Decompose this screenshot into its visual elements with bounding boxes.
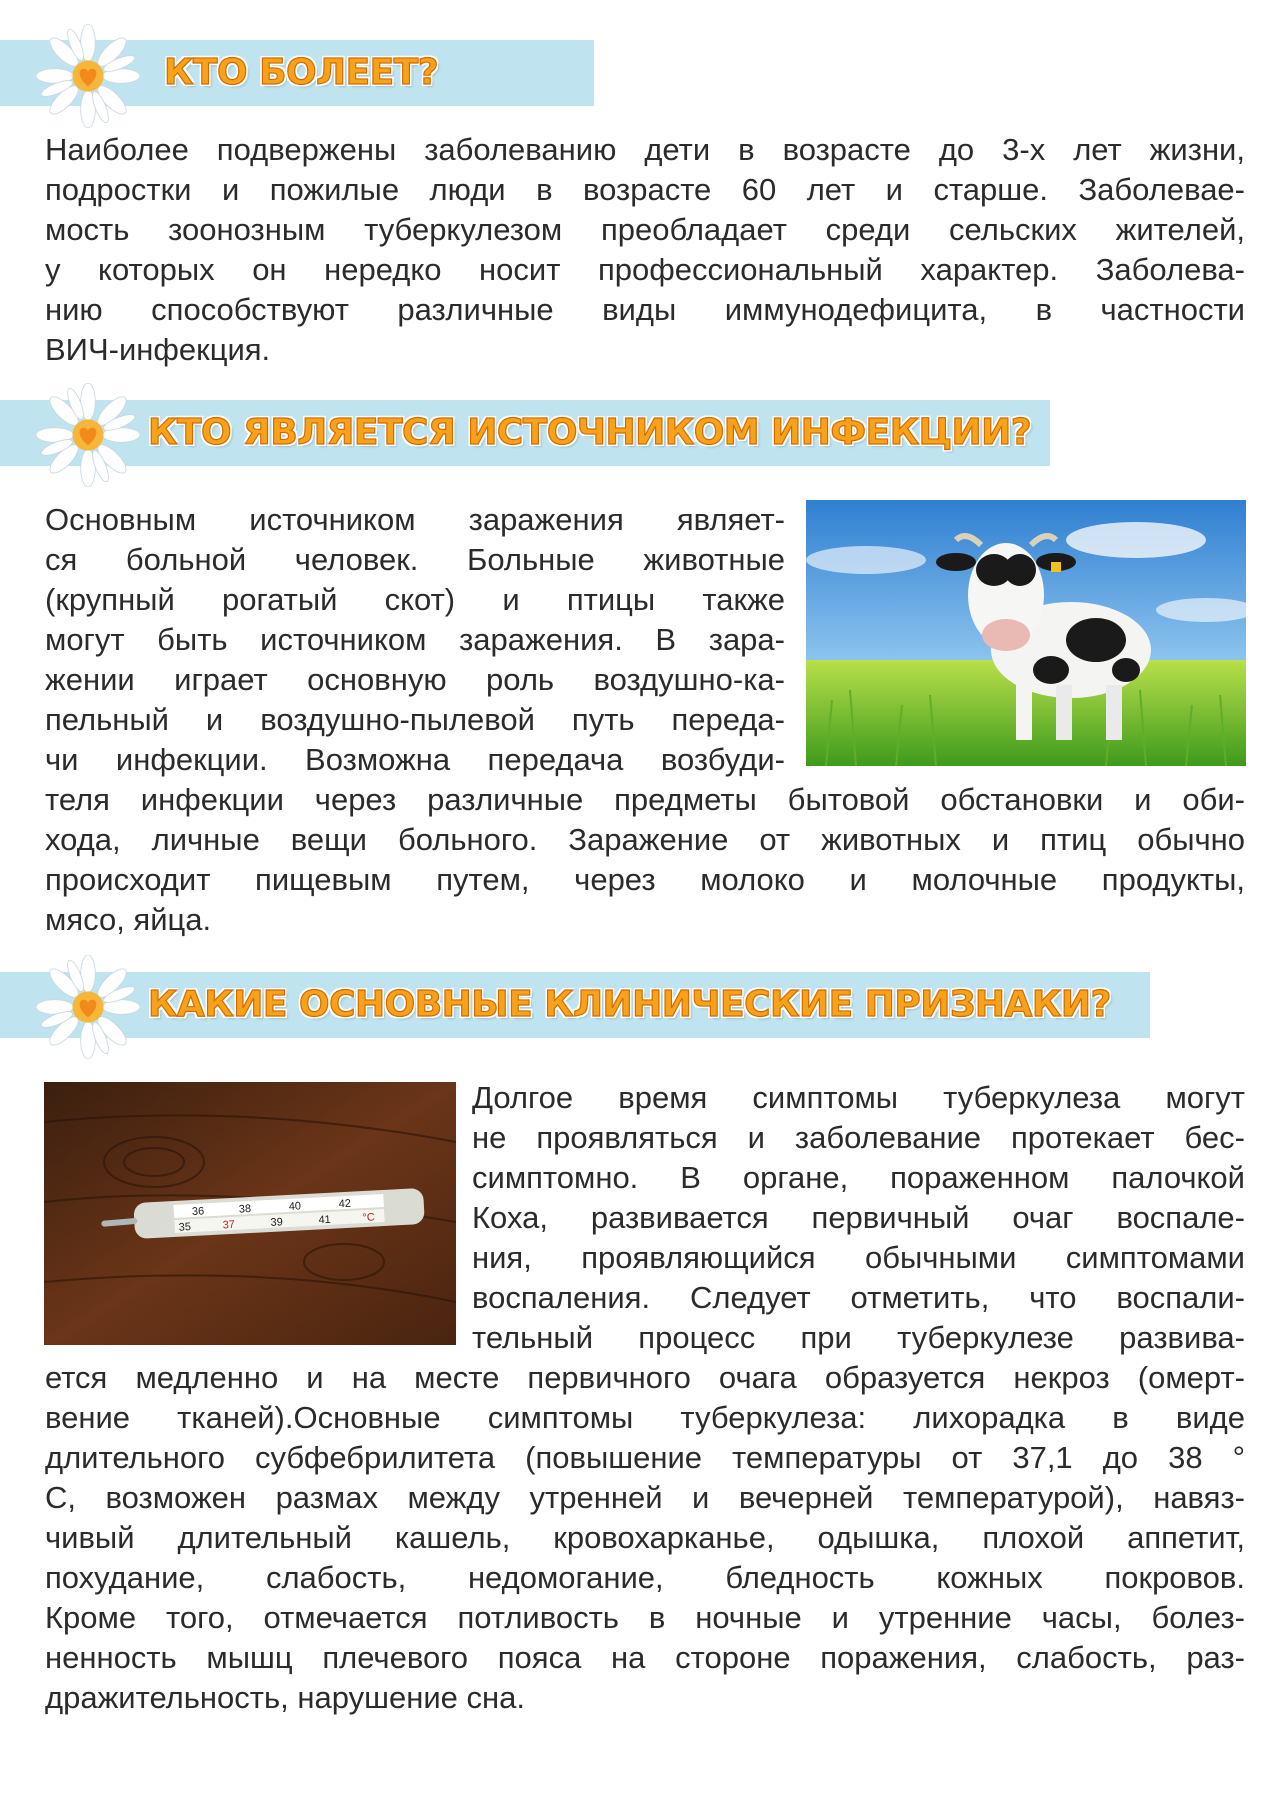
- text-line: жении играет основную роль воздушно-ка-: [45, 662, 785, 697]
- thermo-top-label: 40: [288, 1200, 302, 1213]
- text-line: мясо, яйца.: [45, 902, 212, 937]
- text-line: (крупный рогатый скот) и птицы также: [45, 582, 785, 617]
- cow-in-field-photo: [806, 500, 1246, 766]
- thermo-bottom-label: 39: [270, 1216, 284, 1229]
- section-heading-infection-source: КТО ЯВЛЯЕТСЯ ИСТОЧНИКОМ ИНФЕКЦИИ?: [148, 412, 1032, 453]
- text-line: чи инфекции. Возможна передача возбуди-: [45, 742, 785, 777]
- thermo-bottom-label: 35: [178, 1221, 192, 1234]
- text-line: С, возможен размах между утренней и вечерней температурой), навяз-: [45, 1480, 1245, 1515]
- text-line: чивый длительный кашель, кровохарканье, одышка, плохой аппетит,: [45, 1520, 1245, 1555]
- text-line: симптомно. В органе, пораженном палочкой: [472, 1160, 1245, 1195]
- section-heading-who-gets-sick: КТО БОЛЕЕТ?: [164, 52, 439, 93]
- text-line: тельный процесс при туберкулезе развива-: [472, 1320, 1245, 1355]
- text-line: воспаления. Следует отметить, что воспали-: [472, 1280, 1245, 1315]
- section-text-who-gets-sick: [45, 130, 1245, 370]
- thermo-top-label: 38: [238, 1202, 252, 1216]
- thermo-top-label: 36: [191, 1205, 205, 1219]
- text-line: ется медленно и на месте первичного очага образуется некроз (омерт-: [45, 1360, 1245, 1395]
- section-text-infection-source-full: [45, 780, 1245, 940]
- text-line: похудание, слабость, недомогание, бледность кожных покровов.: [45, 1560, 1245, 1595]
- text-line: у которых он нередко носит профессиональный характер. Заболева-: [45, 252, 1245, 287]
- text-line: нию способствуют различные виды иммунодефицита, в частности: [45, 292, 1245, 327]
- text-line: Основным источником заражения являет-: [45, 502, 785, 537]
- text-line: ния, проявляющийся обычными симптомами: [472, 1240, 1245, 1275]
- text-line: пельный и воздушно-пылевой путь переда-: [45, 702, 785, 737]
- text-line: Кроме того, отмечается потливость в ночные и утренние часы, болез-: [45, 1600, 1245, 1635]
- daisy-heart-icon: [36, 955, 140, 1059]
- thermometer-photo: [44, 1082, 456, 1345]
- thermo-top-label: 42: [338, 1197, 352, 1211]
- text-line: вение тканей).Основные симптомы туберкулеза: лихорадка в виде: [45, 1400, 1245, 1435]
- text-line: могут быть источником заражения. В зара-: [45, 622, 785, 657]
- text-line: ненность мышц плечевого пояса на стороне поражения, слабость, раз-: [45, 1640, 1245, 1675]
- text-line: ся больной человек. Больные животные: [45, 542, 785, 577]
- text-line: подростки и пожилые люди в возрасте 60 лет и старше. Заболевае-: [45, 172, 1245, 207]
- thermo-bottom-label: 37: [222, 1218, 236, 1232]
- section-text-clinical-signs-full: [45, 1358, 1245, 1718]
- text-line: мость зоонозным туберкулезом преобладает среди сельских жителей,: [45, 212, 1245, 247]
- text-line: дражительность, нарушение сна.: [45, 1680, 525, 1715]
- text-line: ВИЧ-инфекция.: [45, 332, 271, 367]
- text-line: теля инфекции через различные предметы бытовой обстановки и оби-: [45, 782, 1245, 817]
- thermo-bottom-label: 41: [318, 1213, 332, 1227]
- daisy-heart-icon: [36, 24, 140, 128]
- text-line: Наиболее подвержены заболеванию дети в возрасте до 3-х лет жизни,: [45, 132, 1245, 167]
- section-text-clinical-signs-beside: [472, 1078, 1245, 1358]
- text-line: происходит пищевым путем, через молоко и молочные продукты,: [45, 862, 1245, 897]
- text-line: хода, личные вещи больного. Заражение от животных и птиц обычно: [45, 822, 1245, 857]
- text-line: Коха, развивается первичный очаг воспале-: [472, 1200, 1245, 1235]
- thermo-bottom-label: °C: [362, 1211, 376, 1225]
- daisy-heart-icon: [36, 383, 140, 487]
- section-text-infection-source-beside: [45, 500, 785, 780]
- text-line: длительного субфебрилитета (повышение температуры от 37,1 до 38 °: [45, 1440, 1245, 1475]
- text-line: Долгое время симптомы туберкулеза могут: [472, 1080, 1245, 1115]
- section-heading-clinical-signs: КАКИЕ ОСНОВНЫЕ КЛИНИЧЕСКИЕ ПРИЗНАКИ?: [148, 984, 1111, 1025]
- text-line: не проявляться и заболевание протекает бес-: [472, 1120, 1245, 1155]
